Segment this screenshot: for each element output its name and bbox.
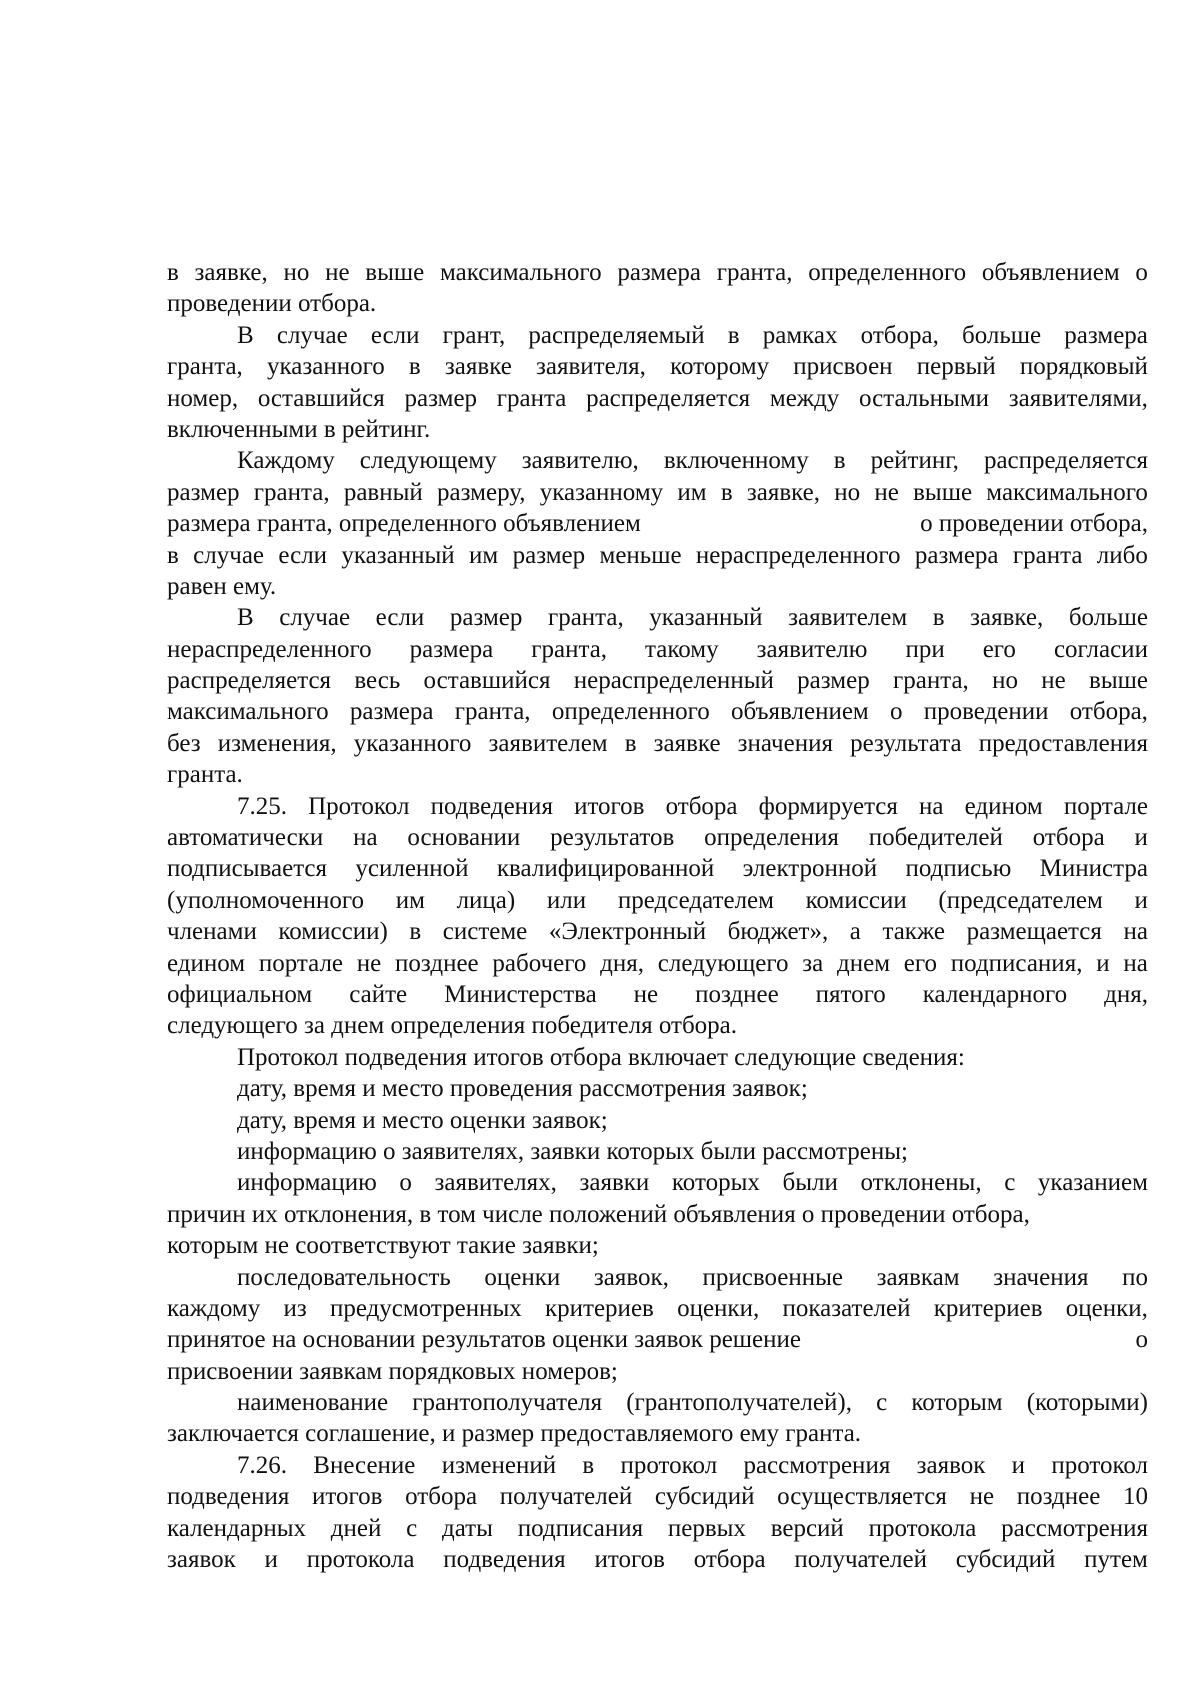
text-line: Протокол подведения итогов отбора включает следующие сведения: bbox=[237, 1043, 965, 1071]
text-line: 7.26. Внесение изменений в протокол рассмотрения заявок и протокол bbox=[237, 1451, 1148, 1479]
text-line: максимального размера гранта, определенного объявлением о проведении отбора, bbox=[167, 698, 1148, 726]
text-fragment: размера гранта, определенного объявлением bbox=[167, 510, 641, 538]
text-line: заявок и протокола подведения итогов отбора получателей субсидий путем bbox=[167, 1546, 1148, 1574]
text-line: распределяется весь оставшийся нераспределенный размер гранта, но не выше bbox=[167, 667, 1148, 695]
text-line: в заявке, но не выше максимального размера гранта, определенного объявлением о bbox=[167, 259, 1148, 286]
text-line: которым не соответствуют такие заявки; bbox=[167, 1232, 599, 1260]
text-line: календарных дней с даты подписания первых версий протокола рассмотрения bbox=[167, 1514, 1148, 1542]
text-line: включенными в рейтинг. bbox=[167, 415, 431, 443]
text-line: гранта. bbox=[167, 761, 243, 789]
text-line: информацию о заявителях, заявки которых были рассмотрены; bbox=[237, 1137, 908, 1165]
text-line: официальном сайте Министерства не позднее пятого календарного дня, bbox=[167, 980, 1148, 1008]
text-line: гранта, указанного в заявке заявителя, которому присвоен первый порядковый bbox=[167, 353, 1148, 381]
text-line: едином портале не позднее рабочего дня, следующего за днем его подписания, и на bbox=[167, 949, 1148, 977]
text-line: В случае если грант, распределяемый в рамках отбора, больше размера bbox=[237, 321, 1148, 349]
text-line: размер гранта, равный размеру, указанному им в заявке, но не выше максимального bbox=[167, 478, 1148, 506]
text-line bbox=[167, 508, 1148, 539]
text-line: последовательность оценки заявок, присвоенные заявкам значения по bbox=[237, 1263, 1148, 1291]
text-line: 7.25. Протокол подведения итогов отбора формируется на едином портале bbox=[237, 792, 1148, 820]
text-line: подписывается усиленной квалифицированной электронной подписью Министра bbox=[167, 855, 1148, 883]
text-line: равен ему. bbox=[167, 572, 277, 600]
text-line: подведения итогов отбора получателей субсидий осуществляется не позднее 10 bbox=[167, 1483, 1148, 1511]
text-fragment: о bbox=[1135, 1326, 1148, 1354]
text-line: присвоении заявкам порядковых номеров; bbox=[167, 1357, 618, 1385]
text-line: В случае если размер гранта, указанный заявителем в заявке, больше bbox=[237, 604, 1148, 632]
text-line: дату, время и место проведения рассмотрения заявок; bbox=[237, 1075, 808, 1103]
text-line: (уполномоченного им лица) или председателем комиссии (председателем и bbox=[167, 886, 1148, 914]
text-line: Каждому следующему заявителю, включенному в рейтинг, распределяется bbox=[237, 447, 1148, 475]
text-line: в случае если указанный им размер меньше нераспределенного размера гранта либо bbox=[167, 541, 1148, 569]
text-line bbox=[167, 1324, 1148, 1355]
text-line: автоматически на основании результатов определения победителей отбора и bbox=[167, 824, 1148, 852]
document-text bbox=[167, 257, 1148, 1575]
text-fragment: принятое на основании результатов оценки заявок решение bbox=[167, 1326, 801, 1354]
text-line: следующего за днем определения победителя отбора. bbox=[167, 1012, 738, 1040]
text-line: дату, время и место оценки заявок; bbox=[237, 1106, 608, 1134]
text-line: причин их отклонения, в том числе положений объявления о проведении отбора, bbox=[167, 1200, 1030, 1228]
text-line: без изменения, указанного заявителем в заявке значения результата предоставления bbox=[167, 729, 1148, 757]
text-line: наименование грантополучателя (грантополучателей), с которым (которыми) bbox=[237, 1389, 1148, 1417]
text-line: номер, оставшийся размер гранта распределяется между остальными заявителями, bbox=[167, 384, 1148, 412]
text-line: проведении отбора. bbox=[167, 290, 377, 318]
text-fragment: о проведении отбора, bbox=[920, 510, 1148, 538]
text-line: каждому из предусмотренных критериев оценки, показателей критериев оценки, bbox=[167, 1294, 1148, 1322]
text-line: заключается соглашение, и размер предоставляемого ему гранта. bbox=[167, 1420, 862, 1448]
text-line: членами комиссии) в системе «Электронный бюджет», а также размещается на bbox=[167, 918, 1148, 946]
text-line: нераспределенного размера гранта, такому заявителю при его согласии bbox=[167, 635, 1148, 663]
text-line: информацию о заявителях, заявки которых были отклонены, с указанием bbox=[237, 1169, 1148, 1197]
